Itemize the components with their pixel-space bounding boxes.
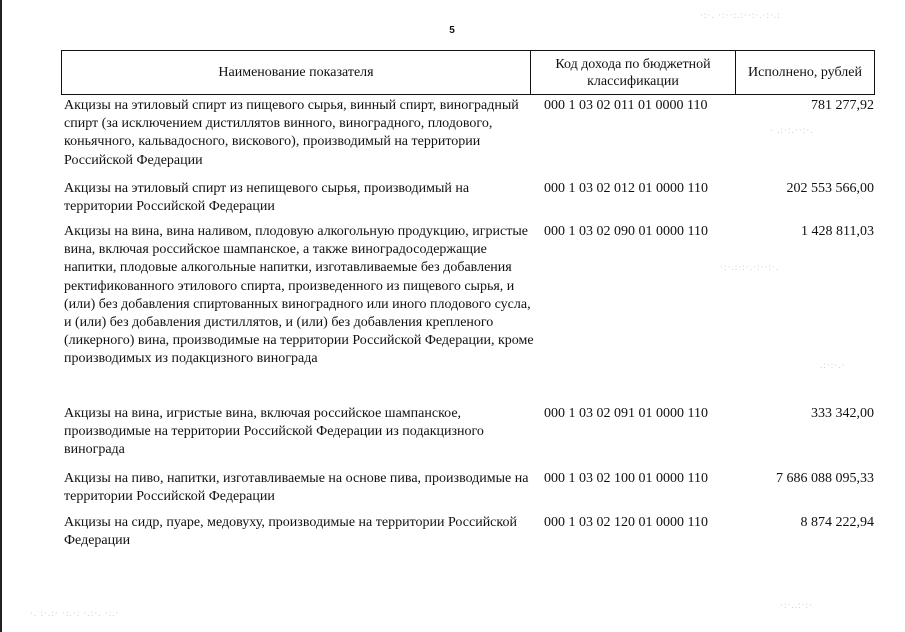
page-number: 5 xyxy=(449,25,455,36)
header-name-column: Наименование показателя xyxy=(62,51,531,94)
scan-noise: ·:·..:·:· xyxy=(780,600,813,610)
header-amount-column: Исполнено, рублей xyxy=(748,65,862,80)
indicator-name: Акцизы на вина, игристые вина, включая российское шампанское, производимые на территории Российской Федерации из подакцизного винограда xyxy=(64,406,484,458)
budget-code: 000 1 03 02 012 01 0000 110 xyxy=(544,181,708,196)
executed-amount: 8 874 222,94 xyxy=(800,515,874,530)
budget-code: 000 1 03 02 011 01 0000 110 xyxy=(544,98,708,113)
indicator-name: Акцизы на сидр, пуаре, медовуху, производимые на территории Российской Федерации xyxy=(64,515,517,549)
scan-noise: ·:·.:·:·.·:··:·. xyxy=(720,262,780,272)
budget-code: 000 1 03 02 091 01 0000 110 xyxy=(544,406,708,421)
executed-amount: 7 686 088 095,33 xyxy=(776,471,874,486)
indicator-name: Акцизы на пиво, напитки, изготавливаемые на основе пива, производимые на территории Российской Федерации xyxy=(64,471,529,505)
scan-left-edge xyxy=(0,0,2,632)
scan-noise: ·. :·.:· ·:.·: ·.:·. ·:.· xyxy=(30,608,120,618)
executed-amount: 1 428 811,03 xyxy=(801,224,874,239)
scan-noise: ·:·. ·:··:.:··:·.·:·.: xyxy=(700,10,781,20)
budget-code: 000 1 03 02 120 01 0000 110 xyxy=(544,515,708,530)
scan-noise: · .:·:.··:·. xyxy=(770,125,814,135)
table-header xyxy=(61,50,875,95)
executed-amount: 202 553 566,00 xyxy=(786,181,874,196)
executed-amount: 333 342,00 xyxy=(811,406,874,421)
indicator-name: Акцизы на этиловый спирт из пищевого сырья, винный спирт, виноградный спирт (за исключением дистиллятов винного, виноградного, плодового, коньячного, кальвадосного, вискового), производимый на территории Российской Федерации xyxy=(64,98,519,168)
budget-code: 000 1 03 02 090 01 0000 110 xyxy=(544,224,708,239)
scan-noise: .:·:·.· xyxy=(820,360,846,370)
executed-amount: 781 277,92 xyxy=(811,98,874,113)
indicator-name: Акцизы на вина, вина наливом, плодовую алкогольную продукцию, игристые вина, включая российское шампанское, а также виноградосодержащие напитки, плодовые алкогольные напитки, изготавливаемые без добавления ректификованного этилового спирта, произведенного из пищевого сырья, и (или) без добавления спиртованных виноградного или иного плодового сусла, и (или) без добавления дистиллятов, и (или) без добавления крепленого (ликерного) вина, производимые на территории Российской Федерации, кроме производимых из подакцизного винограда xyxy=(64,224,534,367)
budget-code: 000 1 03 02 100 01 0000 110 xyxy=(544,471,708,486)
header-code-column: Код дохода по бюджетной классификации xyxy=(531,51,736,94)
indicator-name: Акцизы на этиловый спирт из непищевого сырья, производимый на территории Российской Федерации xyxy=(64,181,470,215)
